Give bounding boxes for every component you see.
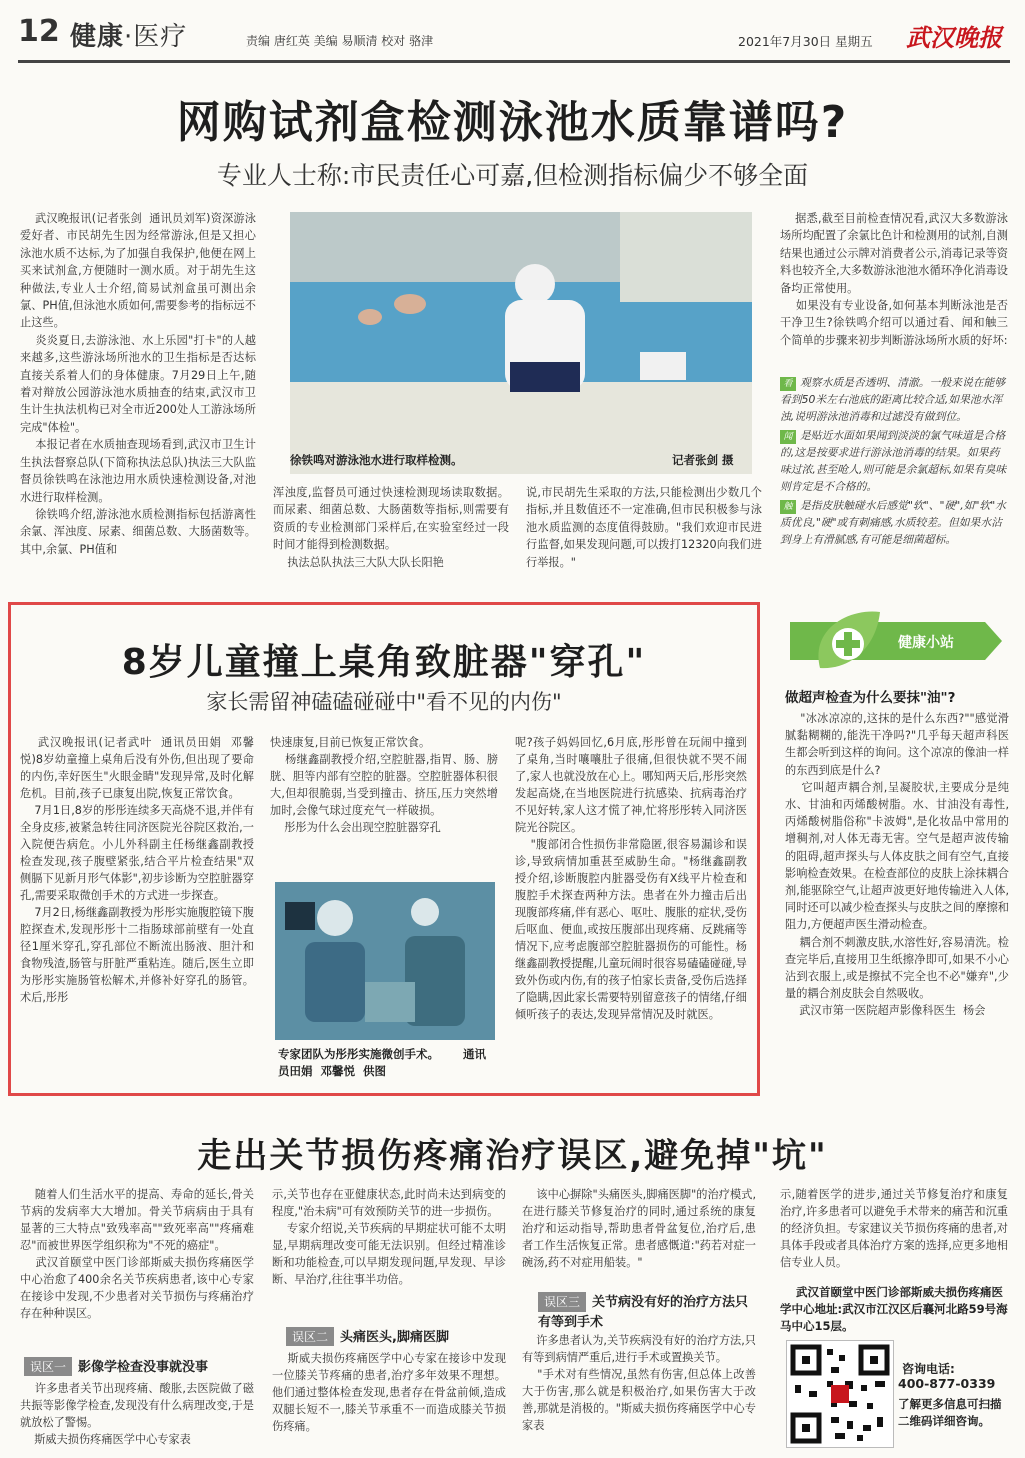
newspaper-logo: 武汉晚报 — [906, 23, 1002, 52]
article2-subheadline: 家长需留神磕磕碰碰中"看不见的内伤" — [206, 690, 562, 714]
myth-three-tag: 误区三 — [538, 1292, 586, 1312]
myth-three-heading: 误区三 关节病没有好的治疗方法只有等到手术 — [538, 1292, 756, 1332]
article3-headline: 走出关节损伤疼痛治疗误区,避免掉"坑" — [197, 1136, 828, 1176]
sidebar-title: 做超声检查为什么要抹"油"? — [785, 690, 956, 706]
article2-column-2: 快速康复,目前已恢复正常饮食。 杨继鑫副教授介绍,空腔脏器,指胃、肠、膀胱、胆等内部有空腔的脏器。空腔脏器体积很大,但却很脆弱,当受到撞击、挤压,压力突然增加时,会像气球过度充气一样破损。 彤彤为什么会出现空腔脏器穿孔 — [270, 736, 498, 834]
qr-code-icon — [787, 1341, 893, 1447]
water-check-tips — [780, 374, 1008, 594]
pool-inspection-illustration — [290, 212, 752, 474]
health-station-badge — [790, 608, 1002, 678]
article2-headline: 8岁儿童撞上桌角致脏器"穿孔" — [121, 642, 647, 683]
article1-headline: 网购试剂盒检测泳池水质靠谱吗? — [176, 97, 849, 148]
myth-one-heading: 误区一 影像学检查没事就没事 — [24, 1356, 258, 1376]
phone-label: 咨询电话: — [902, 1362, 955, 1376]
issue-date: 2021年7月30日 星期五 — [738, 34, 873, 49]
article2-photo-caption: 专家团队为彤彤实施微创手术。 通讯员田娟 邓馨悦 供图 — [278, 1047, 487, 1078]
page-number: 12 — [18, 14, 60, 49]
article3-column-3: 该中心摒除"头痛医头,脚痛医脚"的治疗模式,在进行膝关节修复治疗的同时,通过系统的康复治疗和运动指导,帮助患者骨盆复位,治疗后,患者工作生活恢复正常。患者感慨道:"药若对症一碗汤,药不对症用船装。" — [522, 1188, 756, 1269]
article1-column-1: 武汉晚报讯(记者张剑 通讯员刘军)资深游泳爱好者、市民胡先生因为经常游泳,但是又担心泳池水质不达标,为了加强自我保护,他便在网上买来试剂盒,方便随时一测水质。对于胡先生这种做法,专业人士介绍,简易试剂盒虽可测出余氯、PH值,但泳池水质如何,需要参考的指标远不止这些。 炎炎夏日,去游泳池、水上乐园"打卡"的人越来越多,这些游泳场所池水的卫生指标是否达标直接关系着人们的身体健康。7月29日上午,随着对辩放公园游泳池水质抽查的结束,武汉市卫生计生执法机构已对全市近200处人工游泳场所完成"体检"。 本报记者在水质抽查现场看到,武汉市卫生计生执法督察总队(下简称执法总队)执法三大队监督员徐铁鸣在泳池边用水质快速检测设备,对池水进行取样检测。 徐铁鸣介绍,游泳池水质检测指标包括游离性余氯、浑浊度、尿素、细菌总数、大肠菌数等。其中,余氯、PH值和 — [20, 212, 256, 556]
editor-credits: 责编 唐红英 美编 易顺清 校对 骆津 — [246, 34, 434, 48]
phone-number: 400-877-0339 — [898, 1376, 996, 1391]
article2-column-1: 武汉晚报讯(记者武叶 通讯员田娟 邓馨悦)8岁幼童撞上桌角后没有外伤,但出现了要命的内伤,幸好医生"火眼金睛"发现异常,及时化解危机。目前,孩子已康复出院,恢复正常饮食。 7月1日,8岁的彤彤连续多天高烧不退,并伴有全身皮疹,被紧急转往同济医院光谷院区救治,一入院便告病危。小儿外科副主任杨继鑫副教授检查发现,孩子腹壁紧张,结合平片检查结果"双侧膈下见新月形气体影",初步诊断为空腔脏器穿孔,需要采取微创手术的方式进一步探查。 7月2日,杨继鑫副教授为彤彤实施腹腔镜下腹腔探查术,发现彤彤十二指肠球部前壁有一处直径1厘米穿孔,穿孔部位不断流出肠液、胆汁和食物残渣,肠管与肝脏严重粘连。随后,医生立即为彤彤实施肠管松解术,并修补好穿孔的肠管。术后,彤彤 — [20, 736, 254, 1004]
article3-column-2: 示,关节也存在亚健康状态,此时尚未达到病变的程度,"治未病"可有效预防关节的进一步损伤。 专家介绍说,关节疾病的早期症状可能不太明显,早期病理改变可能无法识别。但经过精准诊断和功能检查,可以早期发现问题,早发现、早诊断、早治疗,往往事半功倍。 — [272, 1188, 506, 1286]
article3-column-4: 示,随着医学的进步,通过关节修复治疗和康复治疗,许多患者可以避免手术带来的痛苦和沉重的经济负担。专家建议关节损伤疼痛的患者,对具体手段或者具体治疗方案的选择,应更多地相信专业人员。 — [780, 1188, 1008, 1269]
article1-column-2: 浑浊度,监督员可通过快速检测现场读取数据。而尿素、细菌总数、大肠菌数等指标,则需要有资质的专业检测部门采样后,在实验室经过一段时间才能得到检测数据。 执法总队执法三大队大队长阳艳 — [273, 486, 509, 569]
surgery-illustration — [275, 882, 495, 1040]
article3-column-1: 随着人们生活水平的提高、寿命的延长,骨关节病的发病率大大增加。骨关节病病由于具有显著的三大特点"致残率高""致死率高""疼痛难忍"而被世界医学组织称为"不死的癌症"。 武汉首颐堂中医门诊部斯威夫损伤疼痛医学中心治愈了400余名关节疾病患者,该中心专家在接诊中发现,不少患者对关节损伤与疼痛治疗存在种种误区。 — [20, 1188, 254, 1320]
section-title: 健康·医疗 — [70, 22, 188, 52]
clinic-address: 武汉首颐堂中医门诊部斯威夫损伤疼痛医学中心地址:武汉市江汉区后襄河北路59号海马中心15层。 — [780, 1285, 1008, 1333]
qr-code[interactable] — [786, 1340, 894, 1448]
article3-column-2b: 斯威夫损伤疼痛医学中心专家在接诊中发现一位膝关节疼痛的患者,治疗多年效果不理想。他们通过整体检查发现,患者存在骨盆前倾,造成双腿长短不一,膝关节承重不一而造成膝关节损伤疼痛。 — [272, 1352, 506, 1433]
article1-photo — [290, 212, 752, 474]
article2-photo — [275, 882, 495, 1040]
qr-note: 了解更多信息可扫描二维码详细咨询。 — [898, 1397, 1002, 1428]
article1-column-3: 说,市民胡先生采取的方法,只能检测出少数几个指标,并且数值还不一定准确,但市民积极参与泳池水质监测的态度值得鼓励。"我们欢迎市民进行监督,如果发现问题,可以拨打12320向我们进行举报。" — [526, 486, 762, 569]
leaf-plus-icon — [810, 608, 890, 674]
myth-one-tag: 误区一 — [24, 1357, 72, 1376]
myth-two-heading: 误区二 头痛医头,脚痛医脚 — [286, 1326, 520, 1346]
article3-column-1b: 许多患者关节出现疼痛、酸胀,去医院做了磁共振等影像学检查,发现没有什么病理改变,于是就放松了警惕。 斯威夫损伤疼痛医学中心专家表 — [20, 1382, 254, 1446]
masthead-rule — [18, 60, 1010, 63]
article3-column-3b: 许多患者认为,关节疾病没有好的治疗方法,只有等到病情严重后,进行手术或置换关节。 "手术对有些情况,虽然有伤害,但总体上改善大于伤害,那么就是积极治疗,如果伤害大于改善,那就是消极的。"斯威夫损伤疼痛医学中心专家表 — [522, 1334, 756, 1432]
article1-subheadline: 专业人士称:市民责任心可嘉,但检测指标偏少不够全面 — [216, 161, 809, 190]
article1-photo-caption: 徐铁鸣对游泳池水进行取样检测。 — [290, 453, 463, 467]
smell-icon: 闻 — [780, 430, 796, 444]
article2-column-3: 呢?孩子妈妈回忆,6月底,彤彤曾在玩闹中撞到了桌角,当时嚷嚷肚子很痛,但很快就不哭不闹了,家人也就没放在心上。哪知两天后,彤彤突然发起高烧,在当地医院进行抗感染、抗病毒治疗不见好转,家人这才慌了神,忙将彤彤转入同济医院光谷院区。 "腹部闭合性损伤非常隐匿,很容易漏诊和误诊,导致病情加重甚至威胁生命。"杨继鑫副教授介绍,诊断腹腔内脏器受伤有X线平片检查和腹腔手术探查两种方法。患者在外力撞击后出现腹部疼痛,伴有恶心、呕吐、腹胀的症状,受伤后呕血、便血,或按压腹部出现疼痛、反跳痛等情况下,应考虑腹部空腔脏器损伤的可能性。杨继鑫副教授提醒,儿童玩闹时很容易磕磕碰碰,导致外伤或内伤,有的孩子怕家长责备,受伤后选择了隐瞒,因此家长需要特别留意孩子的情绪,仔细倾听孩子的表达,发现异常情况及时就医。 — [515, 736, 747, 1021]
tip-look: 看 观察水质是否透明、清澈。一般来说在能够看到50米左右池底的距离比较合适,如果池水浑浊,说明游泳池消毒和过滤没有做到位。 — [780, 376, 1006, 423]
touch-icon: 触 — [780, 500, 796, 514]
article1-photo-credit: 记者张剑 摄 — [672, 453, 734, 467]
myth-two-tag: 误区二 — [286, 1327, 334, 1346]
tip-smell: 闻 是贴近水面如果闻到淡淡的氯气味道是合格的,这是按要求进行游泳池消毒的结果。如果药味过浓,甚至呛人,则可能是余氯超标,如果有臭味则肯定是不合格的。 — [780, 429, 1007, 493]
article1-column-4: 据悉,截至目前检查情况看,武汉大多数游泳场所均配置了余氯比色计和检测用的试剂,自测结果也通过公示牌对消费者公示,消毒记录等资料也较齐全,大多数游泳池池水循环净化消毒设备均正常使用。 如果没有专业设备,如何基本判断泳池是否干净卫生?徐铁鸣介绍可以通过看、闻和触三个简单的步骤来初步判断游泳场所水质的好坏: — [780, 212, 1008, 347]
masthead — [18, 14, 1010, 54]
sidebar-body: "冰冰凉凉的,这抹的是什么东西?""感觉滑腻黏糊糊的,能洗干净吗?"几乎每天超声科医生都会听到这样的询问。这个凉凉的像油一样的东西到底是什么? 它叫超声耦合剂,呈凝胶状,主要成分是纯水、甘油和丙烯酸树脂。水、甘油没有毒性,丙烯酸树脂俗称"卡波姆",是化妆品中常用的增稠剂,对人体无毒无害。空气是超声波传输的阻碍,超声探头与人体皮肤之间有空气,直接影响检查效果。在检查部位的皮肤上涂抹耦合剂,能驱除空气,让超声波更好地传输进入人体,同时还可以减少检查探头与皮肤之间的摩擦和阻力,方便超声医生滑动检查。 耦合剂不刺激皮肤,水溶性好,容易清洗。检查完毕后,直接用卫生纸擦净即可,如果不小心沾到衣服上,或是擦拭不完全也不必"嫌弃",少量的耦合剂皮肤会自然吸收。 武汉市第一医院超声影像科医生 杨会 — [785, 712, 1009, 1018]
badge-label: 健康小站 — [898, 635, 954, 651]
tip-touch: 触 是指皮肤触碰水后感觉"软"、"硬",如"软"水质优良,"硬"或有刺痛感,水质较差。但如果水沾到身上有滑腻感,有可能是细菌超标。 — [780, 499, 1006, 546]
look-icon: 看 — [780, 377, 796, 391]
